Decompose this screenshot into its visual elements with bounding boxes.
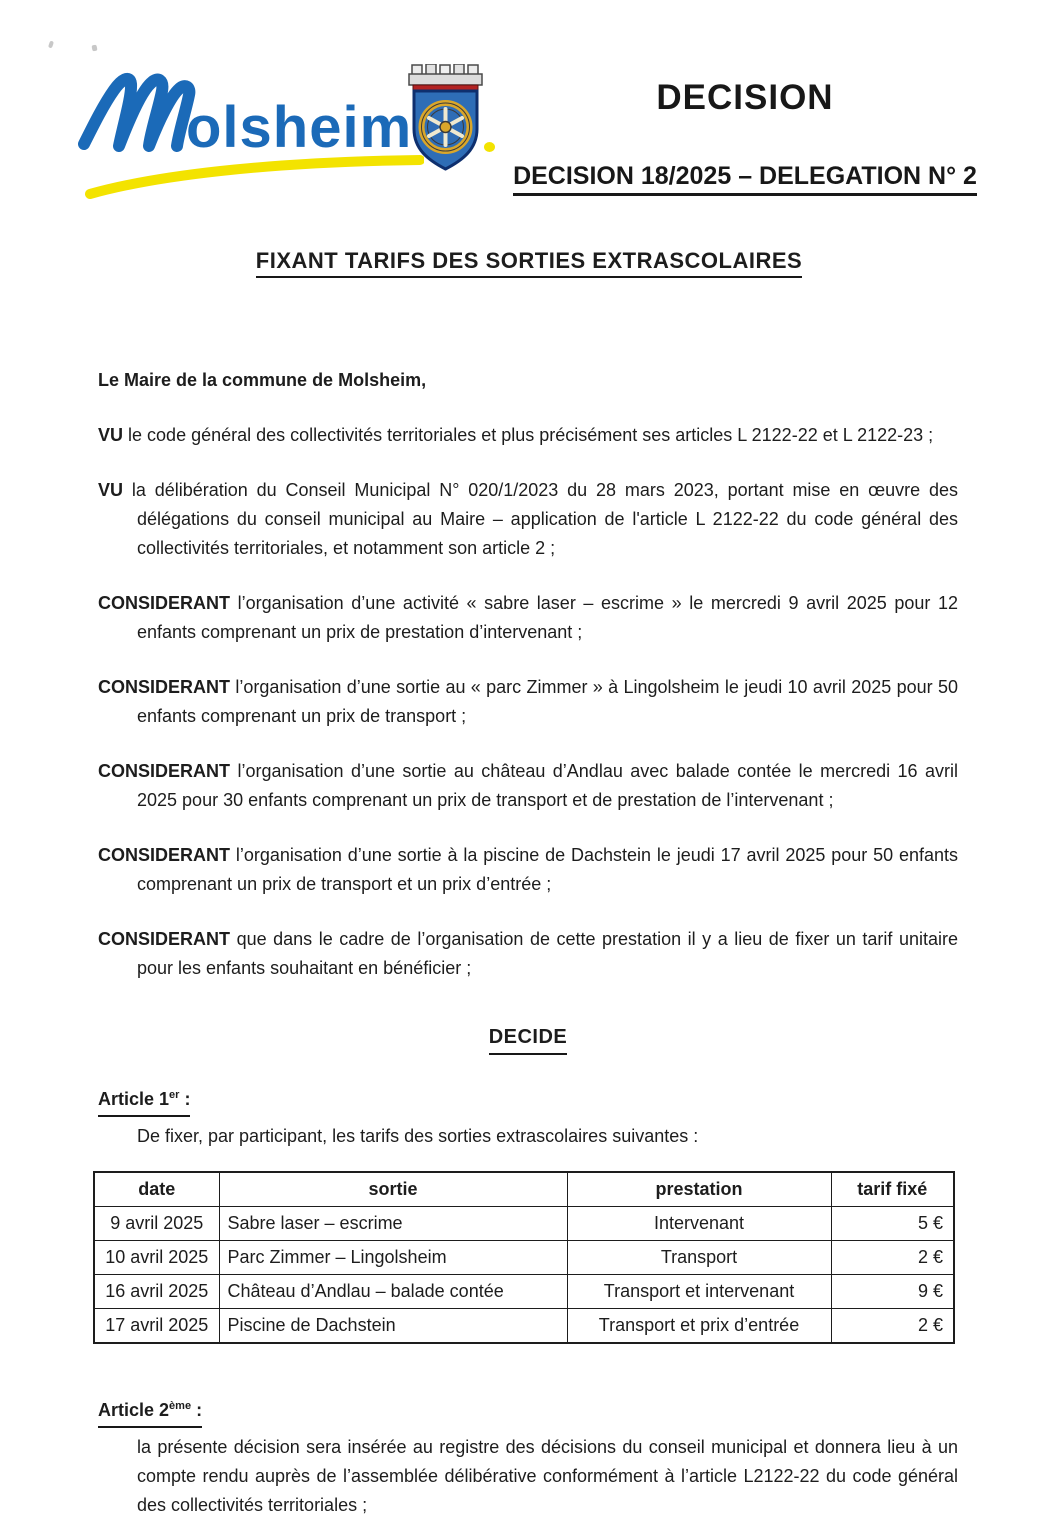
col-header-prestation: prestation: [567, 1172, 831, 1207]
recital-text: l’organisation d’une sortie à la piscine de Dachstein le jeudi 17 avril 2025 pour 50 enfants comprenant un prix de transport et un prix d’entrée ;: [137, 845, 958, 894]
recital-label: CONSIDERANT: [98, 593, 231, 613]
table-row: [94, 1207, 954, 1241]
recital-label: CONSIDERANT: [98, 761, 231, 781]
recital-vu-1: [98, 421, 958, 450]
recital-text: la délibération du Conseil Municipal N° 020/1/2023 du 28 mars 2023, portant mise en œuvre des délégations du conseil municipal au Maire – application de l'article L 2122-22 du code général des collectivités territoriales, et notamment son article 2 ;: [131, 480, 958, 558]
document-header: [0, 0, 1058, 196]
decide-heading: DECIDE: [489, 1023, 568, 1055]
recital-label: VU: [98, 425, 124, 445]
recital-text: le code général des collectivités territoriales et plus précisément ses articles L 2122-22 et L 2122-23 ;: [128, 425, 934, 445]
table-header-row: [94, 1172, 954, 1207]
recital-considerant-1: [98, 589, 958, 647]
col-header-sortie: sortie: [219, 1172, 567, 1207]
recital-label: CONSIDERANT: [98, 845, 231, 865]
cell-sortie: Piscine de Dachstein: [219, 1309, 567, 1344]
recital-considerant-4: [98, 841, 958, 899]
col-header-date: date: [94, 1172, 219, 1207]
article-label: Article 2: [98, 1400, 170, 1420]
cell-sortie: Sabre laser – escrime: [219, 1207, 567, 1241]
molsheim-logo: [78, 62, 498, 192]
cell-date: 10 avril 2025: [94, 1241, 219, 1275]
logo-underline-swoosh-icon: [84, 148, 424, 200]
recital-text: l’organisation d’une activité « sabre laser – escrime » le mercredi 9 avril 2025 pour 12 enfants comprenant un prix de prestation d’intervenant ;: [137, 593, 958, 642]
document-body: [0, 366, 1058, 1520]
molsheim-logo-m-icon: [78, 62, 198, 162]
article-colon: :: [179, 1089, 191, 1109]
tarif-table: [93, 1171, 955, 1344]
cell-sortie: Parc Zimmer – Lingolsheim: [219, 1241, 567, 1275]
recital-considerant-2: [98, 673, 958, 731]
cell-prestation: Transport: [567, 1241, 831, 1275]
article-colon: :: [191, 1400, 203, 1420]
article-2-body: la présente décision sera insérée au registre des décisions du conseil municipal et donnera lieu à un compte rendu auprès de l’assemblée délibérative conformément à l’article L2122-22 du code général des collectivités territoriales ;: [137, 1437, 958, 1515]
col-header-tarif: tarif fixé: [831, 1172, 954, 1207]
recital-vu-2: [98, 476, 958, 563]
recital-text: l’organisation d’une sortie au « parc Zimmer » à Lingolsheim le jeudi 10 avril 2025 pour 50 enfants comprenant un prix de transport ;: [137, 677, 958, 726]
article-1-heading: [98, 1081, 958, 1117]
recital-text: que dans le cadre de l’organisation de cette prestation il y a lieu de fixer un tarif unitaire pour les enfants souhaitant en bénéficier ;: [137, 929, 958, 978]
header-right: [505, 78, 985, 196]
article-sup: ème: [169, 1400, 192, 1412]
salutation: Le Maire de la commune de Molsheim,: [98, 370, 427, 390]
table-row: [94, 1309, 954, 1344]
logo-yellow-dot: [484, 142, 495, 152]
recital-label: CONSIDERANT: [98, 929, 231, 949]
cell-prestation: Transport et prix d’entrée: [567, 1309, 831, 1344]
cell-date: 9 avril 2025: [94, 1207, 219, 1241]
cell-tarif: 2 €: [831, 1309, 954, 1344]
cell-date: 17 avril 2025: [94, 1309, 219, 1344]
cell-tarif: 5 €: [831, 1207, 954, 1241]
doc-type-heading: DECISION: [656, 78, 834, 117]
doc-ref-heading: DECISION 18/2025 – DELEGATION N° 2: [513, 162, 977, 196]
recital-considerant-3: [98, 757, 958, 815]
table-row: [94, 1275, 954, 1309]
recital-label: CONSIDERANT: [98, 677, 231, 697]
table-row: [94, 1241, 954, 1275]
cell-prestation: Intervenant: [567, 1207, 831, 1241]
recital-considerant-5: [98, 925, 958, 983]
doc-title: FIXANT TARIFS DES SORTIES EXTRASCOLAIRES: [256, 248, 802, 278]
recital-label: VU: [98, 480, 124, 500]
recital-text: l’organisation d’une sortie au château d’Andlau avec balade contée le mercredi 16 avril 2025 pour 30 enfants comprenant un prix de transport et de prestation de l’intervenant ;: [137, 761, 958, 810]
cell-prestation: Transport et intervenant: [567, 1275, 831, 1309]
molsheim-logo-text: olsheim: [186, 95, 413, 160]
scan-speck: [48, 41, 54, 49]
article-2-heading: [98, 1392, 958, 1428]
molsheim-crest-icon: [405, 64, 487, 176]
article-1-body: De fixer, par participant, les tarifs des sorties extrascolaires suivantes :: [137, 1126, 699, 1146]
cell-tarif: 2 €: [831, 1241, 954, 1275]
cell-tarif: 9 €: [831, 1275, 954, 1309]
article-sup: er: [169, 1089, 180, 1101]
cell-sortie: Château d’Andlau – balade contée: [219, 1275, 567, 1309]
article-label: Article 1: [98, 1089, 170, 1109]
cell-date: 16 avril 2025: [94, 1275, 219, 1309]
scan-speck: [91, 45, 97, 52]
